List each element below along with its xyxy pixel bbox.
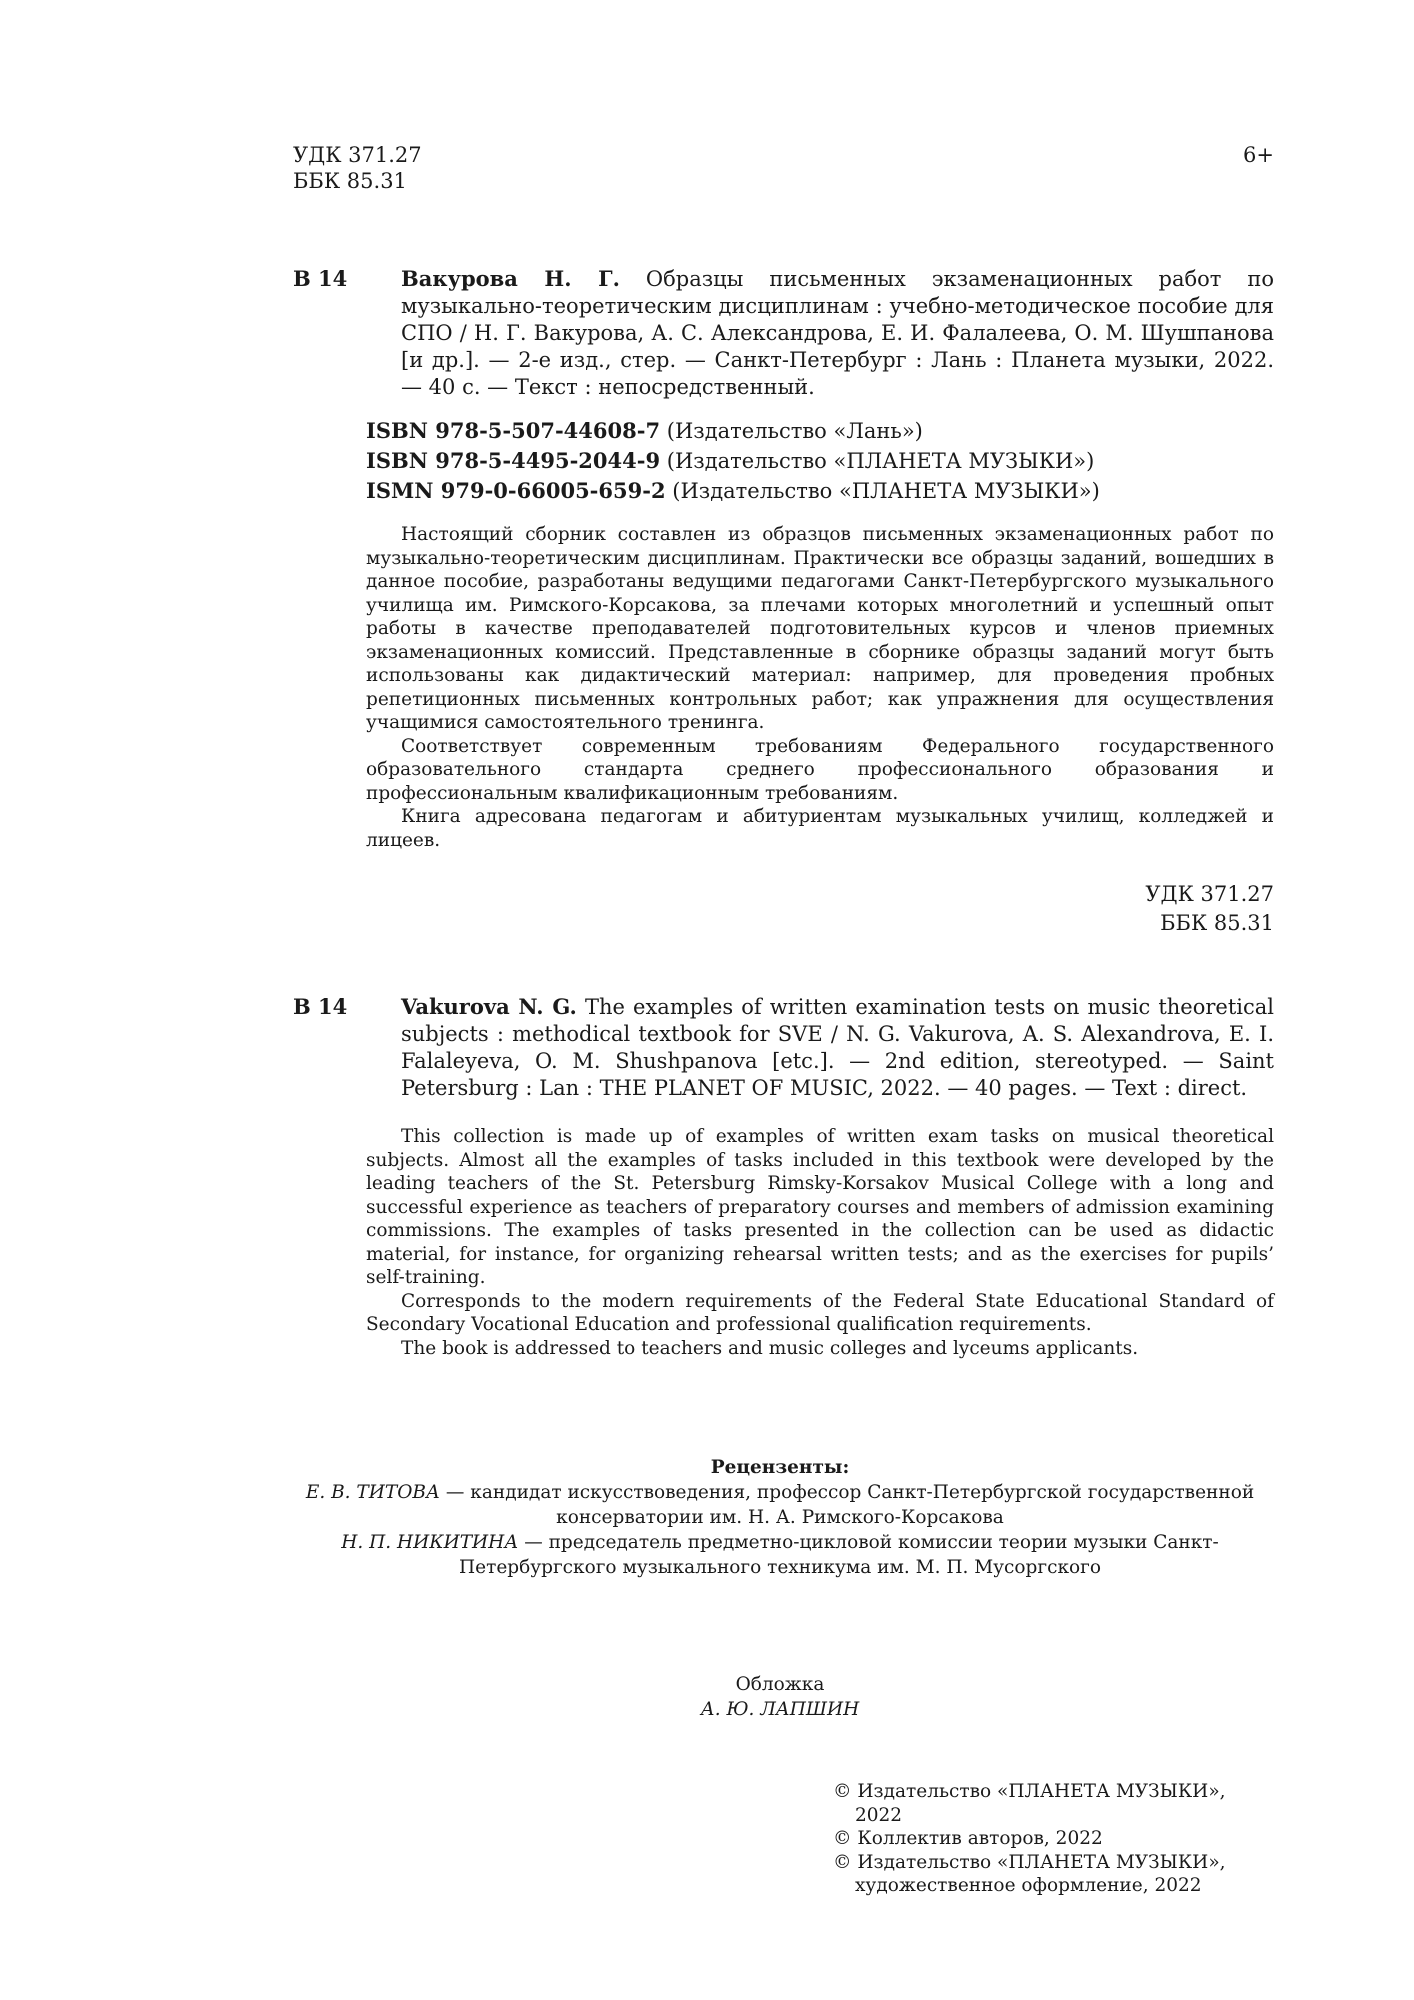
identifier-line [366,446,1100,476]
identifier-list [366,416,1100,506]
reviewer-name: Е. В. ТИТОВА [305,1482,441,1503]
cover-designer: А. Ю. ЛАПШИН [700,1699,860,1720]
top-bbk: ББК 85.31 [293,169,407,193]
top-udk: УДК 371.27 [293,143,422,167]
identifier-number: ISBN 978-5-4495-2044-9 [366,448,661,473]
abstract-paragraph: This collection is made up of examples of written exam tasks on musical theoretical subjects. Almost all the examples of tasks included in this textbook were developed by the leading teachers of the St. Petersburg Rimsky-Korsakov Musical College with a long and successful experience as teachers of preparatory courses and members of admission examining commissions. The examples of tasks presented in the collection can be used as didactic material, for instance, for organizing rehearsal written tests; and as the exercises for pupils’ self-training. [366,1126,1274,1288]
abstract-paragraph: The book is addressed to teachers and music colleges and lyceums applicants. [401,1337,1139,1359]
record-text [401,993,1274,1102]
reviewer-description: — кандидат искусствоведения, профессор Санкт-Петербургской государственной консерватории им. Н. А. Римского-Корсакова [440,1482,1255,1528]
identifier-number: ISMN 979-0-66005-659-2 [366,478,666,503]
copyright-line: © Издательство «ПЛАНЕТА МУЗЫКИ», 2022 [833,1781,1226,1826]
identifier-line [366,476,1100,506]
english-bibliographic-record [293,993,1274,1102]
identifier-number: ISBN 978-5-507-44608-7 [366,418,661,443]
reviewer-description: — председатель предметно-цикловой комиссии теории музыки Санкт-Петербургского музыкального техникума им. М. П. Мусоргского [459,1532,1219,1578]
copyright-line: © Коллектив авторов, 2022 [833,1828,1103,1849]
age-rating: 6+ [1243,143,1274,167]
right-bbk: ББК 85.31 [1160,911,1274,935]
cover-label: Обложка [735,1674,825,1695]
record-author: Вакурова Н. Г. [401,266,620,291]
reviewer-entry [300,1530,1260,1580]
record-description: Образцы письменных экзаменационных работ по музыкально-теоретическим дисциплинам : учебно-методическое пособие для СПО / Н. Г. Вакурова, А. С. Александрова, Е. И. Фалалеева, О. М. Шушпанова [и др.]. — 2-е изд., стер. — Санкт-Петербург : Лань : Планета музыки, 2022. — 40 с. — Текст : непосредственный. [401,267,1274,399]
record-author: Vakurova N. G. [401,994,577,1019]
english-abstract [366,1125,1274,1360]
abstract-paragraph: Corresponds to the modern requirements of the Federal State Educational Standard of Secondary Vocational Education and professional qualification requirements. [366,1290,1274,1335]
right-classification [1145,880,1274,938]
abstract-paragraph: Соответствует современным требованиям Федерального государственного образовательного стандарта среднего профессионального образования и профессиональным квалификационным требованиям. [366,735,1274,804]
cover-credit [300,1672,1260,1722]
identifier-publisher: (Издательство «ПЛАНЕТА МУЗЫКИ») [672,479,1100,503]
right-udk: УДК 371.27 [1145,882,1274,906]
record-code: В 14 [293,266,348,291]
reviewers-heading: Рецензенты: [710,1457,850,1478]
identifier-line [366,416,1100,446]
identifier-publisher: (Издательство «ПЛАНЕТА МУЗЫКИ») [666,449,1095,473]
record-description: The examples of written examination tests on music theoretical subjects : methodical textbook for SVE / N. G. Vakurova, A. S. Alexandrova, E. I. Falaleyeva, O. M. Shushpanova [etc.]. — 2nd edition, stereotyped. — Saint Petersburg : Lan : THE PLANET OF MUSIC, 2022. — 40 pages. — Text : direct. [401,995,1274,1100]
reviewers-section [300,1455,1260,1580]
russian-abstract [366,523,1274,852]
copyright-notices [833,1780,1274,1898]
abstract-paragraph: Книга адресована педагогам и абитуриентам музыкальных училищ, колледжей и лицеев. [366,806,1274,851]
top-classification [293,142,422,194]
identifier-publisher: (Издательство «Лань») [666,419,923,443]
reviewer-name: Н. П. НИКИТИНА [341,1532,519,1553]
copyright-line: © Издательство «ПЛАНЕТА МУЗЫКИ», художественное оформление, 2022 [833,1851,1226,1896]
record-code: В 14 [293,994,348,1019]
reviewer-entry [300,1480,1260,1530]
record-text [401,265,1274,401]
abstract-paragraph: Настоящий сборник составлен из образцов письменных экзаменационных работ по музыкально-теоретическим дисциплинам. Практически все образцы заданий, вошедших в данное пособие, разработаны ведущими педагогами Санкт-Петербургского музыкального училища им. Римского-Корсакова, за плечами которых многолетний и успешный опыт работы в качестве преподавателей подготовительных курсов и членов приемных экзаменационных комиссий. Представленные в сборнике образцы заданий могут быть использованы как дидактический материал: например, для проведения пробных репетиционных письменных контрольных работ; как упражнения для осуществления учащимися самостоятельного тренинга. [366,524,1274,733]
russian-bibliographic-record [293,265,1274,401]
